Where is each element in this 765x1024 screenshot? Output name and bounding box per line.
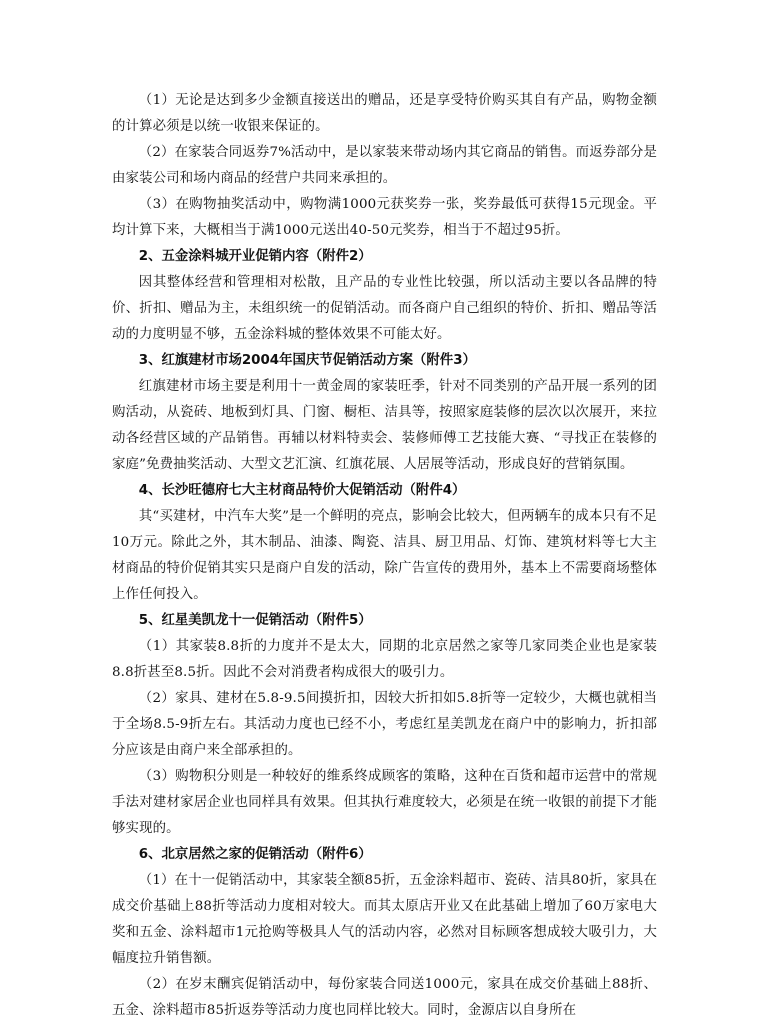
paragraph: （2）在岁末酬宾促销活动中，每份家装合同送1000元，家具在成交价基础上88折、五金、涂料超市85折返券等活动力度也同样比较大。同时，金源店以自身所在 xyxy=(112,977,657,1018)
paragraph: 其“买建材，中汽车大奖”是一个鲜明的亮点，影响会比较大，但两辆车的成本只有不足10万元。除此之外，其木制品、油漆、陶瓷、洁具、厨卫用品、灯饰、建筑材料等七大主材商品的特价促销其实只是商户自发的活动，除广告宣传的费用外，基本上不需要商场整体上作任何投入。 xyxy=(112,509,657,602)
paragraph: （1）其家装8.8折的力度并不是太大，同期的北京居然之家等几家同类企业也是家装8.8折甚至8.5折。因此不会对消费者构成很大的吸引力。 xyxy=(112,639,657,680)
section-heading: 3、红旗建材市场2004年国庆节促销活动方案（附件3） xyxy=(138,353,476,368)
paragraph: （2）在家装合同返券7%活动中，是以家装来带动场内其它商品的销售。而返券部分是由家装公司和场内商品的经营户共同来承担的。 xyxy=(112,145,657,186)
paragraph: （2）家具、建材在5.8-9.5间摸折扣，因较大折扣如5.8折等一定较少，大概也就相当于全场8.5-9折左右。其活动力度也已经不小，考虑红星美凯龙在商户中的影响力，折扣部分应该是由商户来全部承担的。 xyxy=(112,691,657,758)
section-heading: 6、北京居然之家的促销活动（附件6） xyxy=(138,847,372,862)
paragraph: （3）在购物抽奖活动中，购物满1000元获奖券一张，奖券最低可获得15元现金。平均计算下来，大概相当于满1000元送出40-50元奖券，相当于不超过95折。 xyxy=(112,197,657,238)
section-heading: 2、五金涂料城开业促销内容（附件2） xyxy=(138,249,372,264)
section-heading: 4、长沙旺德府七大主材商品特价大促销活动（附件4） xyxy=(138,483,466,498)
paragraph: （1）无论是达到多少金额直接送出的赠品，还是享受特价购买其自有产品，购物金额的计算必须是以统一收银来保证的。 xyxy=(112,93,657,134)
paragraph: 红旗建材市场主要是利用十一黄金周的家装旺季，针对不同类别的产品开展一系列的团购活动，从瓷砖、地板到灯具、门窗、橱柜、洁具等，按照家庭装修的层次以次展开，来拉动各经营区域的产品销售。再辅以材料特卖会、装修师傅工艺技能大赛、“寻找正在装修的家庭”免费抽奖活动、大型文艺汇演、红旗花展、人居展等活动，形成良好的营销氛围。 xyxy=(112,379,657,472)
document-page xyxy=(112,88,657,1024)
paragraph: 因其整体经营和管理相对松散，且产品的专业性比较强，所以活动主要以各品牌的特价、折扣、赠品为主，未组织统一的促销活动。而各商户自己组织的特价、折扣、赠品等活动的力度明显不够，五金涂料城的整体效果不可能太好。 xyxy=(112,275,657,342)
section-heading: 5、红星美凯龙十一促销活动（附件5） xyxy=(138,613,372,628)
paragraph: （3）购物积分则是一种较好的维系终成顾客的策略，这种在百货和超市运营中的常规手法对建材家居企业也同样具有效果。但其执行难度较大，必须是在统一收银的前提下才能够实现的。 xyxy=(112,769,657,836)
paragraph: （1）在十一促销活动中，其家装全额85折，五金涂料超市、瓷砖、洁具80折，家具在成交价基础上88折等活动力度相对较大。而其太原店开业又在此基础上增加了60万家电大奖和五金、涂料超市1元抢购等极具人气的活动内容，必然对目标顾客想成较大吸引力，大幅度拉升销售额。 xyxy=(112,873,657,966)
